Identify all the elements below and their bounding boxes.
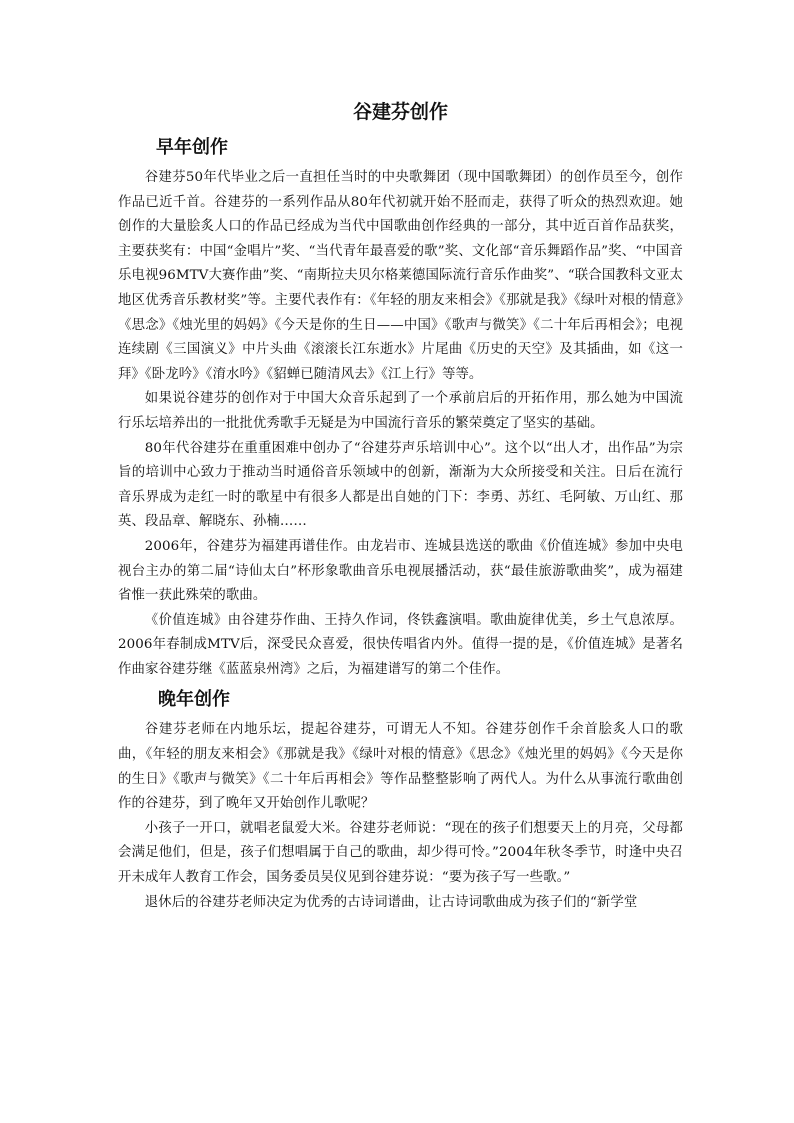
paragraph: 谷建芬50年代毕业之后一直担任当时的中央歌舞团（现中国歌舞团）的创作员至今，创作作品已近千首。谷建芬的一系列作品从80年代初就开始不胫而走，获得了听众的热烈欢迎。她创作的大量脍炙人口的作品已经成为当代中国歌曲创作经典的一部分，其中近百首作品获奖，主要获奖有：中国“金唱片”奖、“当代青年最喜爱的歌”奖、文化部“音乐舞蹈作品”奖、“中国音乐电视96MTV大赛作曲”奖、“南斯拉夫贝尔格莱德国际流行音乐作曲奖”、“联合国教科文亚太地区优秀音乐教材奖”等。主要代表作有：《年轻的朋友来相会》《那就是我》《绿叶对根的情意》《思念》《烛光里的妈妈》《今天是你的生日——中国》《歌声与微笑》《二十年后再相会》；电视连续剧《三国演义》中片头曲《滚滚长江东逝水》片尾曲《历史的天空》及其插曲，如《这一拜》《卧龙吟》《淯水吟》《貂蝉已随清风去》《江上行》等等。	[118, 170, 683, 382]
section-heading-early: 早年创作	[156, 137, 228, 158]
paragraph: 退休后的谷建芬老师决定为优秀的古诗词谱曲，让古诗词歌曲成为孩子们的“新学堂	[144, 894, 638, 910]
document-page	[118, 98, 683, 915]
paragraph: 《价值连城》由谷建芬作曲、王持久作词，佟铁鑫演唱。歌曲旋律优美，乡土气息浓厚。2006年春制成MTV后，深受民众喜爱，很快传唱省内外。值得一提的是，《价值连城》是著名作曲家谷建芬继《蓝蓝泉州湾》之后，为福建谱写的第二个佳作。	[118, 612, 683, 677]
section-heading-late: 晚年创作	[158, 689, 230, 711]
paragraph: 80年代谷建芬在重重困难中创办了“谷建芬声乐培训中心”。这个以“出人才，出作品”为宗旨的培训中心致力于推动当时通俗音乐领域中的创新，渐渐为大众所接受和关注。日后在流行音乐界成为走红一时的歌星中有很多人都是出自她的门下：李勇、苏红、毛阿敏、万山红、那英、段品章、解晓东、孙楠……	[118, 440, 683, 530]
paragraph: 小孩子一开口，就唱老鼠爱大米。谷建芬老师说：“现在的孩子们想要天上的月亮，父母都会满足他们，但是，孩子们想唱属于自己的歌曲，却少得可怜。”2004年秋冬季节，时逢中央召开未成年人教育工作会，国务委员吴仪见到谷建芬说：“要为孩子写一些歌。”	[118, 820, 683, 886]
paragraph: 2006年，谷建芬为福建再谱佳作。由龙岩市、连城县选送的歌曲《价值连城》参加中央电视台主办的第二届“诗仙太白”杯形象歌曲音乐电视展播活动，获“最佳旅游歌曲奖”，成为福建省惟一获此殊荣的歌曲。	[118, 538, 683, 604]
paragraph: 如果说谷建芬的创作对于中国大众音乐起到了一个承前启后的开拓作用，那么她为中国流行乐坛培养出的一批批优秀歌手无疑是为中国流行音乐的繁荣奠定了坚实的基础。	[118, 391, 683, 431]
document-title: 谷建芬创作	[352, 101, 448, 123]
paragraph: 谷建芬老师在内地乐坛，提起谷建芬，可谓无人不知。谷建芬创作千余首脍炙人口的歌曲，《年轻的朋友来相会》《那就是我》《绿叶对根的情意》《思念》《烛光里的妈妈》《今天是你的生日》《歌声与微笑》《二十年后再相会》等作品整整影响了两代人。为什么从事流行歌曲创作的谷建芬，到了晚年又开始创作儿歌呢？	[118, 722, 683, 812]
